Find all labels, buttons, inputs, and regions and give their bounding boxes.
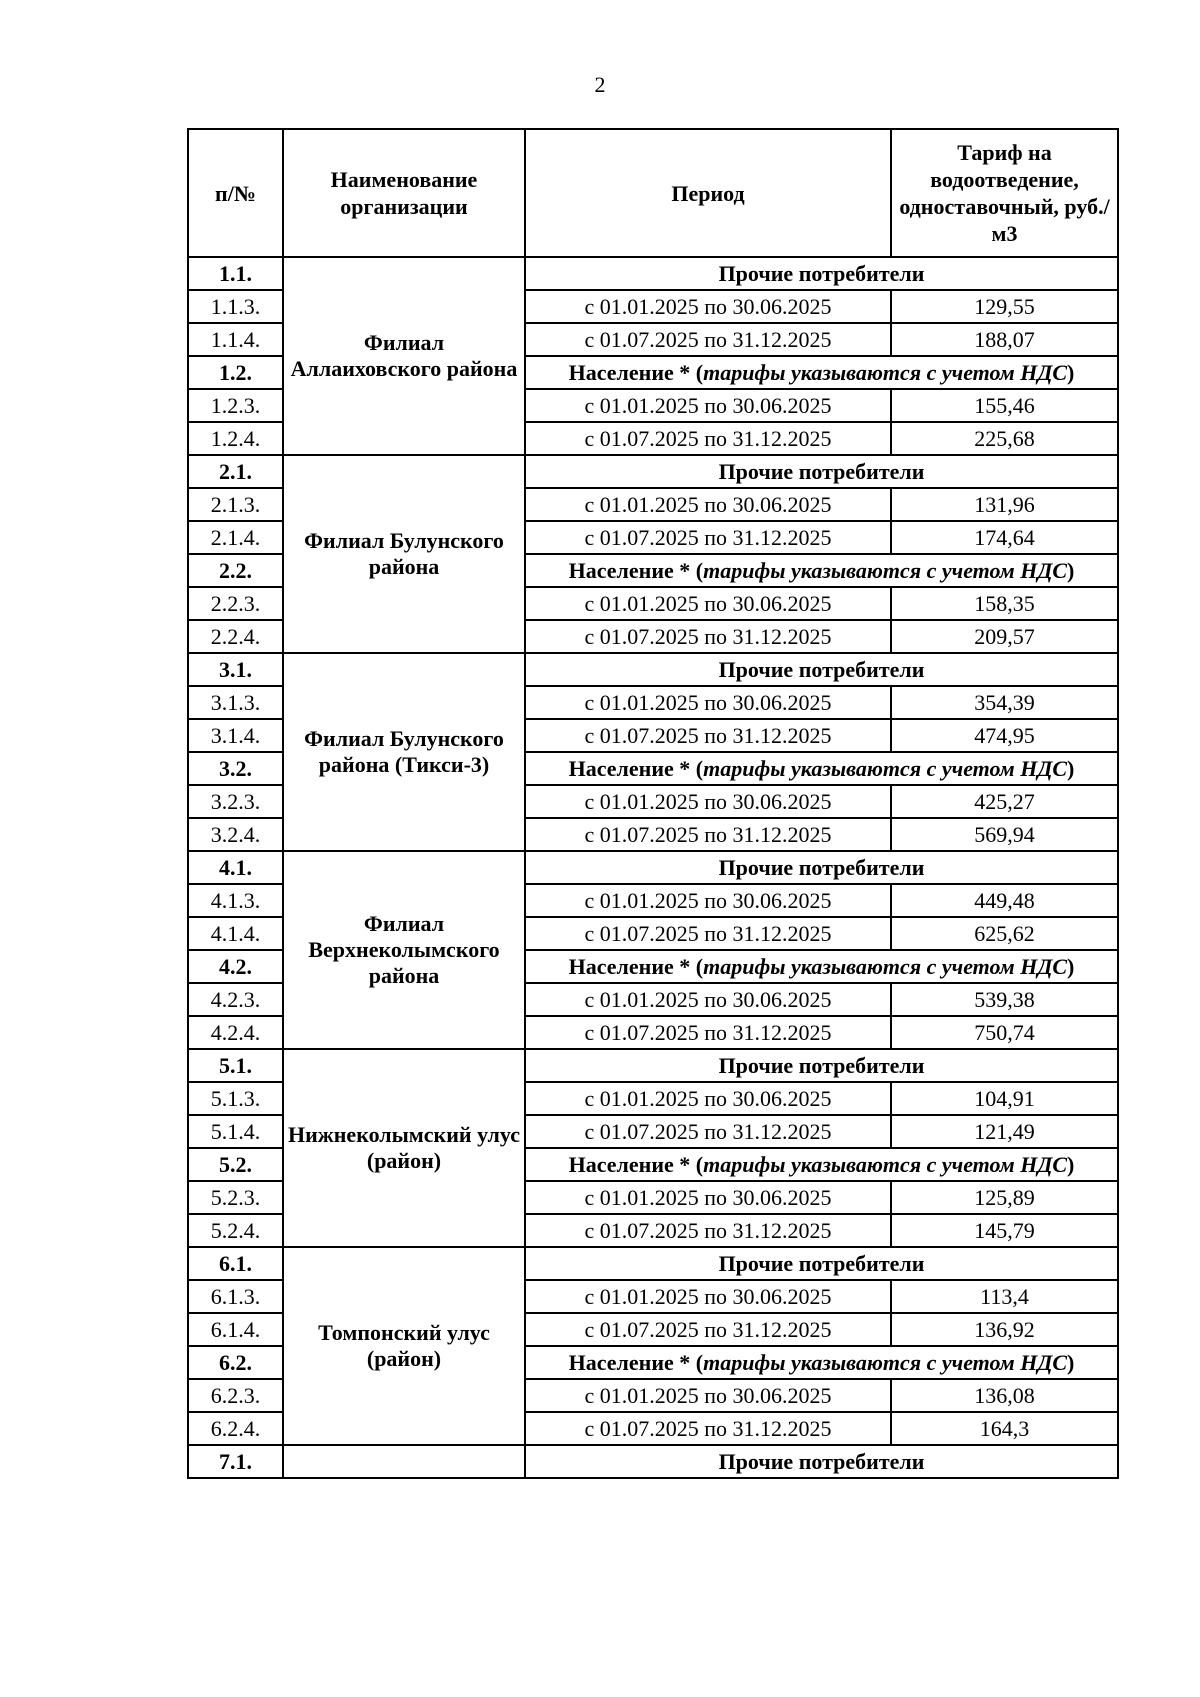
population-suffix: ) xyxy=(1067,1349,1075,1375)
row-number: 4.2.4. xyxy=(188,1016,283,1049)
period-cell: с 01.01.2025 по 30.06.2025 xyxy=(525,1181,891,1214)
period-cell: с 01.07.2025 по 31.12.2025 xyxy=(525,719,891,752)
row-number: 1.2.3. xyxy=(188,389,283,422)
row-number: 6.2. xyxy=(188,1346,283,1379)
row-number: 1.2. xyxy=(188,356,283,389)
row-number: 1.2.4. xyxy=(188,422,283,455)
period-cell: с 01.01.2025 по 30.06.2025 xyxy=(525,587,891,620)
period-cell: с 01.07.2025 по 31.12.2025 xyxy=(525,620,891,653)
other-consumers-section-row xyxy=(188,1445,1118,1478)
population-vat-note: тарифы указываются с учетом НДС xyxy=(703,557,1068,583)
row-number: 6.1.4. xyxy=(188,1313,283,1346)
population-vat-note: тарифы указываются с учетом НДС xyxy=(703,1151,1068,1177)
row-number: 3.2. xyxy=(188,752,283,785)
row-number: 3.1. xyxy=(188,653,283,686)
tariff-cell: 164,3 xyxy=(891,1412,1118,1445)
row-number: 4.1.4. xyxy=(188,917,283,950)
row-number: 5.2. xyxy=(188,1148,283,1181)
period-cell: с 01.07.2025 по 31.12.2025 xyxy=(525,422,891,455)
period-cell: с 01.07.2025 по 31.12.2025 xyxy=(525,1313,891,1346)
population-prefix: Население * ( xyxy=(568,557,704,583)
other-consumers-label: Прочие потребители xyxy=(525,455,1118,488)
tariff-cell: 449,48 xyxy=(891,884,1118,917)
period-cell: с 01.07.2025 по 31.12.2025 xyxy=(525,521,891,554)
tariff-cell: 136,92 xyxy=(891,1313,1118,1346)
tariff-cell: 158,35 xyxy=(891,587,1118,620)
other-consumers-section-row xyxy=(188,653,1118,686)
tariff-cell: 539,38 xyxy=(891,983,1118,1016)
header-tariff: Тариф на водоотведение, одноставочный, руб./м3 xyxy=(891,129,1118,257)
row-number: 5.1.3. xyxy=(188,1082,283,1115)
organization-name: Филиал Булунского района (Тикси-3) xyxy=(283,653,525,851)
row-number: 5.2.4. xyxy=(188,1214,283,1247)
header-number: п/№ xyxy=(188,129,283,257)
row-number: 2.2. xyxy=(188,554,283,587)
row-number: 6.1.3. xyxy=(188,1280,283,1313)
page-number: 2 xyxy=(594,72,606,97)
population-vat-note: тарифы указываются с учетом НДС xyxy=(703,359,1068,385)
tariff-cell: 121,49 xyxy=(891,1115,1118,1148)
tariff-cell: 125,89 xyxy=(891,1181,1118,1214)
row-number: 6.2.3. xyxy=(188,1379,283,1412)
population-prefix: Население * ( xyxy=(568,1151,704,1177)
population-suffix: ) xyxy=(1067,953,1075,979)
other-consumers-label: Прочие потребители xyxy=(525,1445,1118,1478)
period-cell: с 01.07.2025 по 31.12.2025 xyxy=(525,1214,891,1247)
tariff-cell: 425,27 xyxy=(891,785,1118,818)
tariff-cell: 225,68 xyxy=(891,422,1118,455)
row-number: 1.1.4. xyxy=(188,323,283,356)
tariff-cell: 129,55 xyxy=(891,290,1118,323)
tariff-cell: 209,57 xyxy=(891,620,1118,653)
row-number: 4.1. xyxy=(188,851,283,884)
organization-name: Томпонский улус (район) xyxy=(283,1247,525,1445)
tariff-cell: 104,91 xyxy=(891,1082,1118,1115)
population-prefix: Население * ( xyxy=(568,359,704,385)
population-vat-note: тарифы указываются с учетом НДС xyxy=(703,953,1068,979)
row-number: 2.1.3. xyxy=(188,488,283,521)
organization-name: Нижнеколымский улус (район) xyxy=(283,1049,525,1247)
other-consumers-label: Прочие потребители xyxy=(525,653,1118,686)
population-vat-note: тарифы указываются с учетом НДС xyxy=(703,1349,1068,1375)
period-cell: с 01.01.2025 по 30.06.2025 xyxy=(525,290,891,323)
population-label xyxy=(525,1148,1118,1181)
population-suffix: ) xyxy=(1067,755,1075,781)
other-consumers-section-row xyxy=(188,1247,1118,1280)
period-cell: с 01.07.2025 по 31.12.2025 xyxy=(525,1412,891,1445)
row-number: 1.1. xyxy=(188,257,283,290)
population-label xyxy=(525,950,1118,983)
period-cell: с 01.01.2025 по 30.06.2025 xyxy=(525,488,891,521)
population-suffix: ) xyxy=(1067,557,1075,583)
period-cell: с 01.01.2025 по 30.06.2025 xyxy=(525,884,891,917)
row-number: 2.2.4. xyxy=(188,620,283,653)
population-label xyxy=(525,356,1118,389)
tariff-cell: 136,08 xyxy=(891,1379,1118,1412)
population-suffix: ) xyxy=(1067,1151,1075,1177)
organization-name: Филиал Аллаиховского района xyxy=(283,257,525,455)
period-cell: с 01.01.2025 по 30.06.2025 xyxy=(525,1082,891,1115)
other-consumers-label: Прочие потребители xyxy=(525,851,1118,884)
tariff-cell: 569,94 xyxy=(891,818,1118,851)
table-body xyxy=(188,257,1118,1478)
period-cell: с 01.07.2025 по 31.12.2025 xyxy=(525,1115,891,1148)
row-number: 4.2.3. xyxy=(188,983,283,1016)
row-number: 7.1. xyxy=(188,1445,283,1478)
organization-name: Филиал Булунского района xyxy=(283,455,525,653)
tariff-cell: 474,95 xyxy=(891,719,1118,752)
population-label xyxy=(525,1346,1118,1379)
other-consumers-section-row xyxy=(188,851,1118,884)
row-number: 6.2.4. xyxy=(188,1412,283,1445)
organization-name: Филиал Верхнеколымского района xyxy=(283,851,525,1049)
row-number: 4.1.3. xyxy=(188,884,283,917)
row-number: 6.1. xyxy=(188,1247,283,1280)
population-prefix: Население * ( xyxy=(568,755,704,781)
tariff-cell: 145,79 xyxy=(891,1214,1118,1247)
period-cell: с 01.01.2025 по 30.06.2025 xyxy=(525,389,891,422)
other-consumers-section-row xyxy=(188,257,1118,290)
tariff-cell: 131,96 xyxy=(891,488,1118,521)
organization-name xyxy=(283,1445,525,1478)
population-label xyxy=(525,554,1118,587)
other-consumers-section-row xyxy=(188,1049,1118,1082)
row-number: 3.1.4. xyxy=(188,719,283,752)
tariff-cell: 354,39 xyxy=(891,686,1118,719)
row-number: 5.1. xyxy=(188,1049,283,1082)
row-number: 3.1.3. xyxy=(188,686,283,719)
tariff-cell: 750,74 xyxy=(891,1016,1118,1049)
period-cell: с 01.07.2025 по 31.12.2025 xyxy=(525,323,891,356)
row-number: 3.2.4. xyxy=(188,818,283,851)
tariff-cell: 174,64 xyxy=(891,521,1118,554)
period-cell: с 01.01.2025 по 30.06.2025 xyxy=(525,785,891,818)
period-cell: с 01.01.2025 по 30.06.2025 xyxy=(525,1280,891,1313)
period-cell: с 01.01.2025 по 30.06.2025 xyxy=(525,686,891,719)
other-consumers-section-row xyxy=(188,455,1118,488)
tariff-cell: 625,62 xyxy=(891,917,1118,950)
tariff-cell: 113,4 xyxy=(891,1280,1118,1313)
population-prefix: Население * ( xyxy=(568,953,704,979)
row-number: 5.2.3. xyxy=(188,1181,283,1214)
row-number: 2.2.3. xyxy=(188,587,283,620)
header-organization: Наименование организации xyxy=(283,129,525,257)
population-vat-note: тарифы указываются с учетом НДС xyxy=(703,755,1068,781)
tariff-cell: 188,07 xyxy=(891,323,1118,356)
table-header-row xyxy=(188,129,1118,257)
other-consumers-label: Прочие потребители xyxy=(525,1247,1118,1280)
population-prefix: Население * ( xyxy=(568,1349,704,1375)
population-suffix: ) xyxy=(1067,359,1075,385)
row-number: 2.1. xyxy=(188,455,283,488)
row-number: 2.1.4. xyxy=(188,521,283,554)
header-period: Период xyxy=(525,129,891,257)
population-label xyxy=(525,752,1118,785)
row-number: 1.1.3. xyxy=(188,290,283,323)
tariff-table xyxy=(187,128,1119,1479)
other-consumers-label: Прочие потребители xyxy=(525,257,1118,290)
period-cell: с 01.07.2025 по 31.12.2025 xyxy=(525,818,891,851)
row-number: 5.1.4. xyxy=(188,1115,283,1148)
row-number: 4.2. xyxy=(188,950,283,983)
tariff-cell: 155,46 xyxy=(891,389,1118,422)
row-number: 3.2.3. xyxy=(188,785,283,818)
period-cell: с 01.01.2025 по 30.06.2025 xyxy=(525,983,891,1016)
other-consumers-label: Прочие потребители xyxy=(525,1049,1118,1082)
period-cell: с 01.01.2025 по 30.06.2025 xyxy=(525,1379,891,1412)
period-cell: с 01.07.2025 по 31.12.2025 xyxy=(525,1016,891,1049)
period-cell: с 01.07.2025 по 31.12.2025 xyxy=(525,917,891,950)
